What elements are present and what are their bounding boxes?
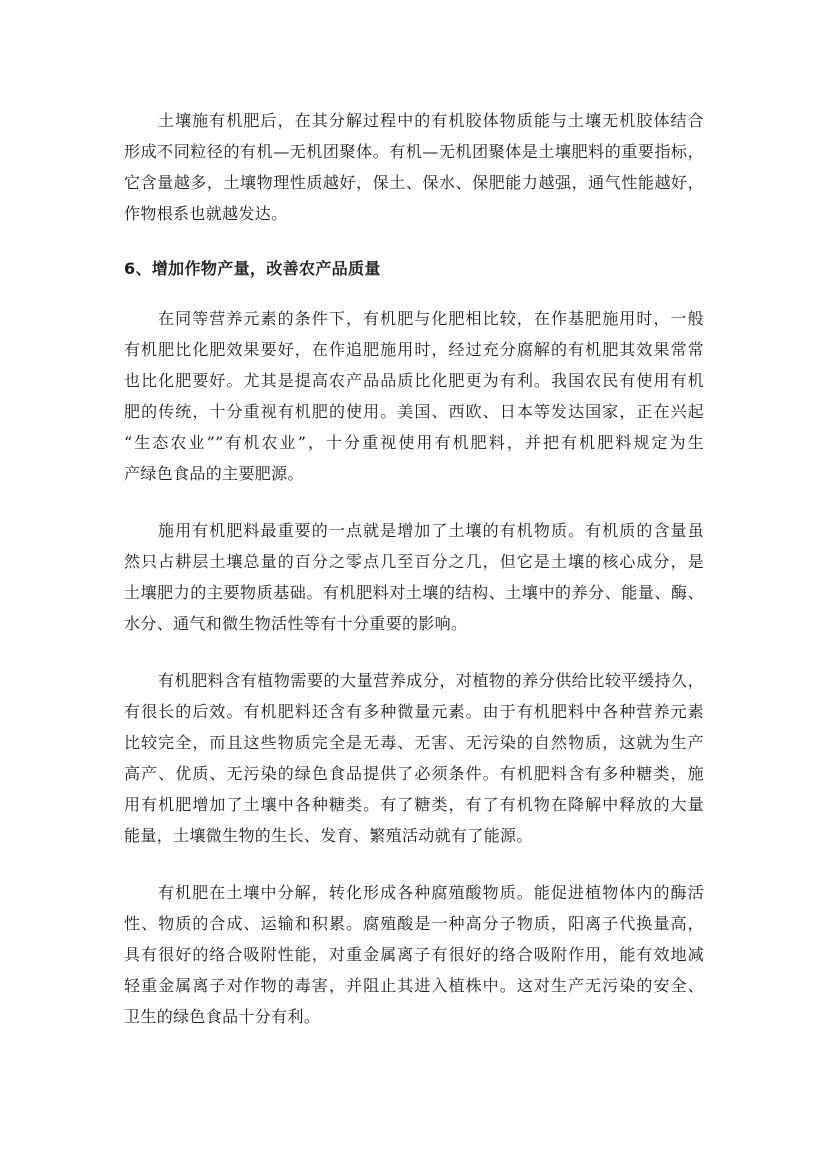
text-line: 有机肥料含有植物需要的大量营养成分，对植物的养分供给比较平缓持久， — [158, 671, 704, 690]
text-line: 作物根系也就越发达。 — [124, 204, 288, 223]
text-line: 产绿色食品的主要肥源。 — [124, 464, 304, 483]
paragraph-base-fertilizer-comparison — [124, 303, 704, 489]
text-line: 有机肥比化肥效果要好，在作追肥施用时，经过充分腐解的有机肥其效果常常 — [124, 340, 704, 359]
text-line: 轻重金属离子对作物的毒害，并阻止其进入植株中。这对生产无污染的安全、 — [124, 976, 704, 995]
text-line: 高产、优质、无污染的绿色食品提供了必须条件。有机肥料含有多种糖类，施 — [124, 764, 704, 783]
paragraph-soil-organic-matter — [124, 515, 704, 639]
text-line: 然只占耕层土壤总量的百分之零点几至百分之几，但它是土壤的核心成分，是 — [124, 552, 704, 571]
paragraph-humic-acid — [124, 877, 704, 1032]
text-line: 土壤肥力的主要物质基础。有机肥料对土壤的结构、土壤中的养分、能量、酶、 — [124, 583, 704, 602]
text-line: 有机肥在土壤中分解，转化形成各种腐殖酸物质。能促进植物体内的酶活 — [158, 883, 704, 902]
text-line: 肥的传统，十分重视有机肥的使用。美国、西欧、日本等发达国家，正在兴起 — [124, 402, 704, 421]
paragraph-nutrient-content — [124, 665, 704, 851]
text-line: 用有机肥增加了土壤中各种糖类。有了糖类，有了有机物在降解中释放的大量 — [124, 795, 704, 814]
text-line: 水分、通气和微生物活性等有十分重要的影响。 — [124, 614, 468, 633]
text-line: 卫生的绿色食品十分有利。 — [124, 1007, 321, 1026]
text-line: 土壤施有机肥后，在其分解过程中的有机胶体物质能与土壤无机胶体结合 — [158, 111, 704, 130]
text-line: 性、物质的合成、运输和积累。腐殖酸是一种高分子物质，阳离子代换量高， — [124, 914, 704, 933]
text-line: 它含量越多，土壤物理性质越好，保土、保水、保肥能力越强，通气性能越好， — [124, 173, 704, 192]
text-line: 也比化肥要好。尤其是提高农产品品质比化肥更为有利。我国农民有使用有机 — [124, 371, 704, 390]
text-line: “生态农业””有机农业”，十分重视使用有机肥料，并把有机肥料规定为生 — [124, 433, 704, 452]
section-heading — [124, 253, 704, 284]
text-line: 具有很好的络合吸附性能，对重金属离子有很好的络合吸附作用，能有效地减 — [124, 945, 704, 964]
text-line: 形成不同粒径的有机—无机团聚体。有机—无机团聚体是土壤肥料的重要指标， — [124, 142, 704, 161]
section-heading-text: 6、增加作物产量，改善农产品质量 — [124, 259, 381, 278]
text-line: 比较完全，而且这些物质完全是无毒、无害、无污染的自然物质，这就为生产 — [124, 733, 704, 752]
text-line: 能量，土壤微生物的生长、发育、繁殖活动就有了能源。 — [124, 826, 533, 845]
paragraph-organic-inorganic-aggregates — [124, 105, 704, 229]
text-line: 有很长的后效。有机肥料还含有多种微量元素。由于有机肥料中各种营养元素 — [124, 702, 704, 721]
text-line: 施用有机肥料最重要的一点就是增加了土壤的有机物质。有机质的含量虽 — [158, 521, 704, 540]
text-line: 在同等营养元素的条件下，有机肥与化肥相比较，在作基肥施用时，一般 — [158, 309, 704, 328]
